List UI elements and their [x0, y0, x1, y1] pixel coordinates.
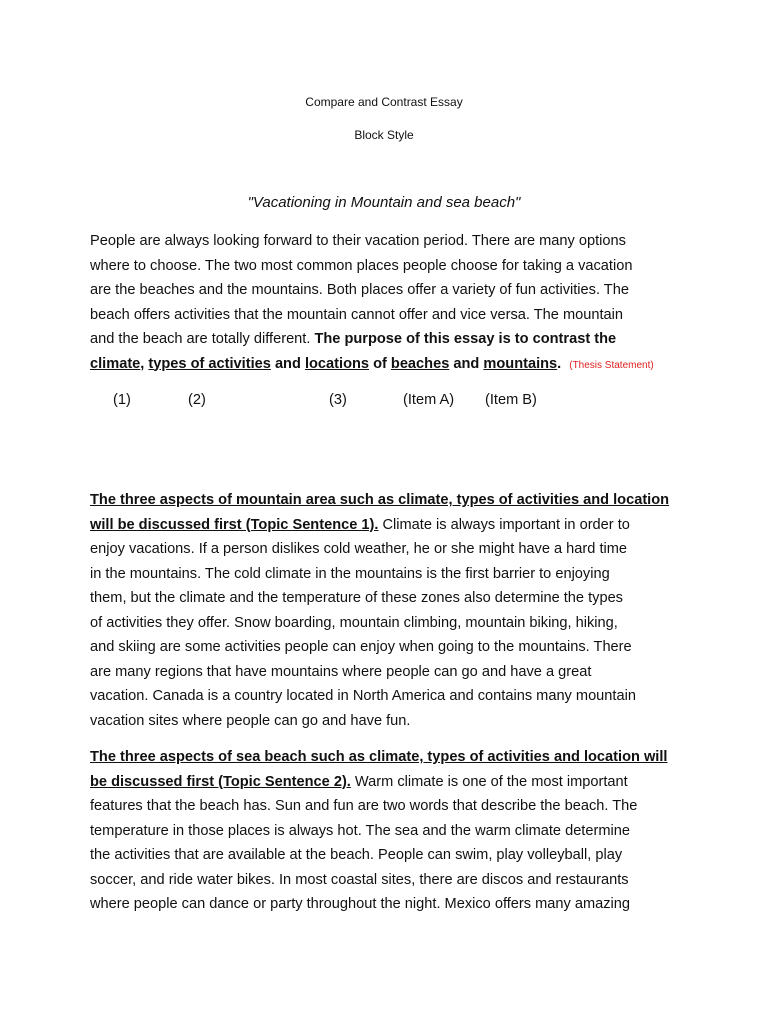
body-paragraph-beach — [90, 745, 682, 917]
intro-line: People are always looking forward to their vacation period. There are many options — [90, 233, 626, 249]
body2-line: the activities that are available at the beach. People can swim, play volleyball, play — [90, 847, 623, 863]
topic-sentence-1: The three aspects of mountain area such as climate, types of activities and location — [90, 492, 670, 508]
intro-line: where to choose. The two most common places people choose for taking a vacation — [90, 257, 633, 274]
thesis-climate: climate — [90, 355, 141, 372]
body1-line: vacation sites where people can go and have fun. — [90, 712, 411, 729]
essay-title: "Vacationing in Mountain and sea beach" — [247, 194, 521, 211]
thesis-sep: and — [449, 355, 484, 372]
body2-line: where people can dance or party throughout the night. Mexico offers many amazing — [90, 896, 631, 912]
topic-sentence-2-end: be discussed first (Topic Sentence 2). — [90, 773, 351, 790]
topic-line — [90, 513, 682, 538]
intro-line — [90, 327, 682, 352]
marker-3: (3) — [329, 392, 347, 408]
body2-line: features that the beach has. Sun and fun are two words that describe the beach. The — [90, 798, 638, 814]
marker-1: (1) — [113, 392, 131, 408]
body1-line: vacation. Canada is a country located in North America and contains many mountain — [90, 688, 636, 704]
topic-sentence-2: The three aspects of sea beach such as climate, types of activities and location will — [90, 749, 668, 765]
body1-text: Climate is always important in order to — [378, 516, 630, 533]
body1-line: them, but the climate and the temperature of these zones also determine the types — [90, 590, 623, 606]
body2-line: soccer, and ride water bikes. In most coastal sites, there are discos and restaurants — [90, 871, 629, 888]
purpose-statement: The purpose of this essay is to contrast the — [314, 331, 617, 347]
essay-style-heading: Block Style — [354, 128, 414, 142]
intro-plain-text: and the beach are totally different. — [90, 331, 315, 347]
body-paragraph-mountains — [90, 488, 682, 733]
aspect-markers — [0, 392, 768, 414]
intro-line: are the beaches and the mountains. Both places offer a variety of fun activities. The — [90, 282, 629, 298]
body2-line: temperature in those places is always hot. The sea and the warm climate determine — [90, 822, 630, 839]
thesis-sep: and — [270, 355, 305, 372]
thesis-sep: of — [369, 355, 391, 372]
thesis-line — [90, 352, 682, 379]
body1-line: are many regions that have mountains where people can go and have a great — [90, 663, 592, 680]
intro-line: beach offers activities that the mountain cannot offer and vice versa. The mountain — [90, 306, 623, 323]
body2-text: Warm climate is one of the most important — [350, 773, 628, 790]
essay-type-heading: Compare and Contrast Essay — [305, 95, 463, 109]
topic-line — [90, 745, 682, 770]
topic-sentence-1-end: will be discussed first (Topic Sentence 1). — [90, 516, 379, 533]
body1-line: in the mountains. The cold climate in the mountains is the first barrier to enjoying — [90, 565, 610, 582]
body1-line: of activities they offer. Snow boarding, mountain climbing, mountain biking, hiking, — [90, 614, 618, 631]
topic-line — [90, 770, 682, 795]
thesis-sep: , — [140, 355, 149, 372]
body1-line: enjoy vacations. If a person dislikes cold weather, he or she might have a hard time — [90, 541, 628, 557]
thesis-statement-note: (Thesis Statement) — [569, 359, 654, 371]
thesis-locations: locations — [304, 355, 370, 372]
thesis-period: . — [557, 355, 562, 372]
thesis-activities: types of activities — [148, 355, 271, 372]
thesis-mountains: mountains — [483, 355, 558, 372]
marker-item-b: (Item B) — [485, 392, 537, 408]
marker-item-a: (Item A) — [403, 392, 455, 408]
marker-2: (2) — [188, 392, 206, 408]
topic-line — [90, 488, 682, 513]
thesis-beaches: beaches — [390, 355, 450, 372]
body1-line: and skiing are some activities people can enjoy when going to the mountains. There — [90, 639, 632, 655]
intro-paragraph — [90, 229, 682, 378]
